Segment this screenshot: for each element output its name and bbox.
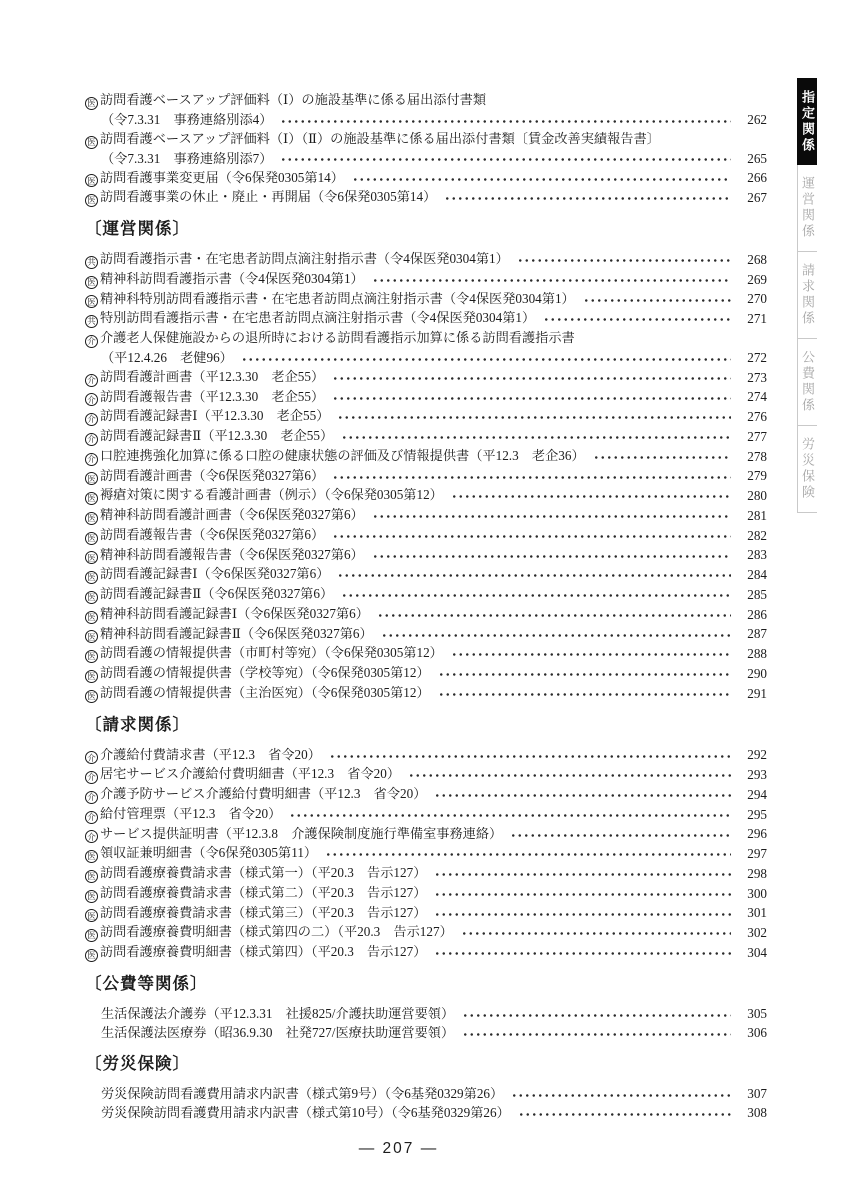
category-marker-icon: 医 [85, 690, 98, 703]
dot-leader [329, 745, 731, 765]
toc-entry-line [85, 387, 767, 407]
entry-title: 医 領収証兼明細書（令6保発0305第11） [85, 843, 317, 863]
toc-entry-line [85, 367, 767, 387]
category-marker-icon: 介 [85, 433, 98, 446]
page-reference: 305 [747, 1005, 767, 1021]
category-marker-icon: 介 [85, 771, 98, 784]
entry-title: 医 訪問看護記録書Ⅰ（令6保医発0327第6） [85, 564, 329, 584]
toc-section [85, 90, 767, 207]
category-marker-icon: 医 [85, 650, 98, 663]
dot-leader [434, 883, 731, 903]
section-header: 〔請求関係〕 [85, 715, 190, 734]
toc-entry-line [85, 843, 767, 863]
entry-title: 介 訪問看護記録書Ⅰ（平12.3.30 老企55） [85, 406, 329, 426]
entry-title: 医 訪問看護ベースアップ評価料（Ⅰ）（Ⅱ）の施設基準に係る届出添付書類〔賃金改善実績報告書〕 [85, 129, 660, 149]
entry-title: 医 精神科訪問看護記録書Ⅱ（令6保医発0327第6） [85, 624, 373, 644]
index-tab-kohi-kankei: 公費関係 [797, 339, 817, 426]
toc-entry-line [85, 804, 767, 824]
dot-leader [341, 426, 731, 446]
page-reference: 286 [747, 606, 767, 622]
category-marker-icon: 医 [85, 870, 98, 883]
category-marker-icon: 介 [85, 830, 98, 843]
entry-title: 医 訪問看護療養費明細書（様式第四）（平20.3 告示127） [85, 942, 426, 962]
category-marker-icon: 介 [85, 393, 98, 406]
entry-title: 介 訪問看護記録書Ⅱ（平12.3.30 老企55） [85, 426, 333, 446]
category-marker-icon: 共 [85, 315, 98, 328]
dot-leader [434, 942, 731, 962]
entry-title: 医 精神科訪問看護計画書（令6保医発0327第6） [85, 505, 364, 525]
toc-entry-line [85, 1004, 767, 1023]
entry-title: 介 給付管理票（平12.3 省令20） [85, 804, 281, 824]
category-marker-icon: 医 [85, 492, 98, 505]
page-reference: 277 [747, 428, 767, 444]
entry-title: 介 介護老人保健施設からの退所時における訪問看護指示加算に係る訪問看護指示書 [85, 328, 575, 348]
entry-title: 生活保護法医療券（昭36.9.30 社発727/医療扶助運営要領） [101, 1024, 455, 1040]
entry-title: 医 訪問看護の情報提供書（学校等宛）（令6保発0305第12） [85, 663, 430, 683]
category-marker-icon: 医 [85, 174, 98, 187]
entry-title: 医 訪問看護報告書（令6保医発0327第6） [85, 525, 324, 545]
category-marker-icon: 医 [85, 194, 98, 207]
entry-title: 医 訪問看護の情報提供書（主治医宛）（令6保発0305第12） [85, 683, 430, 703]
category-marker-icon: 介 [85, 751, 98, 764]
dot-leader [341, 584, 731, 604]
page-reference: 283 [747, 547, 767, 563]
toc-entry-line [85, 348, 767, 367]
category-marker-icon: 介 [85, 413, 98, 426]
dot-leader [337, 564, 731, 584]
dot-leader [518, 1103, 731, 1122]
page-reference: 279 [747, 468, 767, 484]
toc-entry-line [85, 643, 767, 663]
toc-entry-line [85, 624, 767, 644]
toc-entry-line [85, 485, 767, 505]
entry-title: 介 訪問看護報告書（平12.3.30 老企55） [85, 387, 324, 407]
entry-title: （令7.3.31 事務連絡別添4） [101, 111, 273, 127]
category-marker-icon: 医 [85, 472, 98, 485]
page-reference: 267 [747, 190, 767, 205]
dot-leader [434, 863, 731, 883]
page-reference: 273 [747, 369, 767, 385]
dot-leader [289, 804, 731, 824]
toc-entry-line [85, 525, 767, 545]
page-reference: 265 [747, 150, 767, 166]
dot-leader [462, 1023, 731, 1042]
dot-leader [332, 367, 731, 387]
dot-leader [352, 168, 731, 188]
dot-leader [332, 387, 731, 407]
entry-title: 医 精神科特別訪問看護指示書・在宅患者訪問点滴注射指示書（令4保医発0304第1） [85, 289, 575, 309]
toc-entry-line [85, 466, 767, 486]
table-of-contents [85, 90, 767, 1122]
page-reference: 271 [747, 311, 767, 326]
category-marker-icon: 医 [85, 97, 98, 110]
dot-leader [511, 1084, 731, 1103]
toc-entry-line [85, 505, 767, 525]
category-marker-icon: 共 [85, 256, 98, 269]
dot-leader [451, 643, 731, 663]
page-reference: 274 [747, 389, 767, 405]
entry-title: 医 精神科訪問看護指示書（令4保医発0304第1） [85, 269, 364, 289]
dot-leader [372, 505, 731, 525]
section-header: 〔運営関係〕 [85, 220, 190, 238]
entry-title: 労災保険訪問看護費用請求内訳書（様式第10号）（令6基発0329第26） [101, 1104, 510, 1120]
category-marker-icon: 介 [85, 335, 98, 348]
category-marker-icon: 医 [85, 532, 98, 545]
entry-title: 医 精神科訪問看護記録書Ⅰ（令6保医発0327第6） [85, 604, 369, 624]
dot-leader [444, 187, 731, 207]
entry-title: （平12.4.26 老健96） [101, 349, 233, 365]
category-marker-icon: 医 [85, 591, 98, 604]
entry-title: 介 介護給付費請求書（平12.3 省令20） [85, 745, 321, 765]
category-marker-icon: 医 [85, 909, 98, 922]
page-reference: 280 [747, 488, 767, 503]
category-marker-icon: 医 [85, 670, 98, 683]
toc-section [85, 207, 767, 703]
page-reference: 308 [747, 1104, 767, 1120]
toc-entry-line [85, 308, 767, 328]
toc-entry-line [85, 883, 767, 903]
dot-leader [280, 110, 731, 129]
toc-entry-line [85, 683, 767, 703]
entry-title: 共 特別訪問看護指示書・在宅患者訪問点滴注射指示書（令4保医発0304第1） [85, 308, 535, 328]
category-marker-icon: 介 [85, 453, 98, 466]
toc-entry-line [85, 564, 767, 584]
toc-entry-line [85, 824, 767, 844]
page-reference: 298 [747, 865, 767, 881]
category-marker-icon: 医 [85, 611, 98, 624]
page-reference: 287 [747, 626, 767, 642]
toc-entry-line [85, 269, 767, 289]
index-tab-shitei-kankei: 指定関係 [797, 78, 817, 165]
dot-leader [434, 903, 731, 923]
category-marker-icon: 医 [85, 630, 98, 643]
page-reference: 272 [747, 349, 767, 365]
page-reference: 306 [747, 1024, 767, 1040]
category-marker-icon: 医 [85, 890, 98, 903]
dot-leader [462, 1004, 731, 1023]
index-tab-unei-kankei: 運営関係 [797, 165, 817, 252]
dot-leader [332, 466, 731, 486]
entry-title: 医 訪問看護療養費明細書（様式第四の二）（平20.3 告示127） [85, 922, 453, 942]
entry-title: 医 訪問看護療養費請求書（様式第三）（平20.3 告示127） [85, 903, 426, 923]
entry-title: 医 訪問看護ベースアップ評価料（Ⅰ）の施設基準に係る届出添付書類 [85, 90, 486, 110]
toc-entry-line [85, 922, 767, 942]
entry-title: 医 訪問看護療養費請求書（様式第一）（平20.3 告示127） [85, 863, 426, 883]
toc-entry-line [85, 168, 767, 188]
entry-title: 医 訪問看護事業の休止・廃止・再開届（令6保発0305第14） [85, 187, 436, 207]
category-marker-icon: 医 [85, 512, 98, 525]
page-reference: 281 [747, 507, 767, 523]
entry-title: 医 訪問看護療養費請求書（様式第二）（平20.3 告示127） [85, 883, 426, 903]
dot-leader [381, 624, 731, 644]
dot-leader [461, 922, 731, 942]
category-marker-icon: 医 [85, 949, 98, 962]
toc-entry-line [85, 289, 767, 309]
index-tab-rosai-hoken: 労災保険 [797, 426, 817, 513]
entry-title: 介 居宅サービス介護給付費明細書（平12.3 省令20） [85, 764, 400, 784]
entry-title: 医 訪問看護記録書Ⅱ（令6保医発0327第6） [85, 584, 333, 604]
entry-title: （令7.3.31 事務連絡別添7） [101, 150, 273, 166]
page-reference: 262 [747, 111, 767, 127]
category-marker-icon: 医 [85, 276, 98, 289]
dot-leader [377, 604, 731, 624]
entry-title: 生活保護法介護券（平12.3.31 社援825/介護扶助運営要領） [101, 1005, 455, 1021]
dot-leader [451, 485, 731, 505]
category-marker-icon: 医 [85, 295, 98, 308]
page-reference: 292 [747, 747, 767, 763]
category-marker-icon: 介 [85, 374, 98, 387]
dot-leader [241, 348, 731, 367]
category-marker-icon: 医 [85, 929, 98, 942]
page-reference: 268 [747, 251, 767, 267]
entry-title: 医 褥瘡対策に関する看護計画書（例示）（令6保発0305第12） [85, 485, 443, 505]
dot-leader [583, 289, 731, 309]
toc-entry-line [85, 149, 767, 168]
page-reference: 300 [747, 885, 767, 901]
page-reference: 290 [747, 665, 767, 681]
page-reference: 302 [747, 925, 767, 940]
page-reference: 294 [747, 786, 767, 802]
category-marker-icon: 医 [85, 850, 98, 863]
entry-title: 介 口腔連携強化加算に係る口腔の健康状態の評価及び情報提供書（平12.3 老企36） [85, 446, 585, 466]
page-reference: 266 [747, 170, 767, 186]
toc-entry-line [85, 784, 767, 804]
dot-leader [517, 249, 731, 269]
entry-title: 共 訪問看護指示書・在宅患者訪問点滴注射指示書（令4保医発0304第1） [85, 249, 509, 269]
dot-leader [438, 663, 731, 683]
toc-entry-line [85, 110, 767, 129]
page-reference: 293 [747, 767, 767, 782]
toc-entry-line [85, 1023, 767, 1042]
page-number: — 207 — [358, 1140, 439, 1157]
toc-entry-line [85, 406, 767, 426]
toc-entry-line [85, 604, 767, 624]
entry-title: 介 介護予防サービス介護給付費明細書（平12.3 省令20） [85, 784, 426, 804]
dot-leader [332, 525, 731, 545]
dot-leader [434, 784, 731, 804]
index-tab-seikyu-kankei: 請求関係 [797, 252, 817, 339]
page-reference: 304 [747, 944, 767, 960]
page-reference: 301 [747, 905, 767, 921]
index-tab-column [797, 78, 849, 513]
dot-leader [280, 149, 731, 168]
toc-entry-line [85, 90, 767, 110]
toc-entry-line [85, 249, 767, 269]
entry-title: 医 訪問看護事業変更届（令6保発0305第14） [85, 168, 344, 188]
page-reference: 288 [747, 646, 767, 661]
toc-entry-line [85, 129, 767, 149]
page-reference: 291 [747, 685, 767, 701]
category-marker-icon: 医 [85, 551, 98, 564]
dot-leader [593, 446, 731, 466]
toc-entry-line [85, 1103, 767, 1122]
toc-entry-line [85, 426, 767, 446]
page-reference: 278 [747, 448, 767, 464]
toc-entry-line [85, 764, 767, 784]
entry-title: 医 精神科訪問看護報告書（令6保医発0327第6） [85, 545, 364, 565]
page-reference: 297 [747, 846, 767, 861]
toc-section [85, 703, 767, 962]
entry-title: 医 訪問看護の情報提供書（市町村等宛）（令6保発0305第12） [85, 643, 443, 663]
entry-title: 医 訪問看護計画書（令6保医発0327第6） [85, 466, 324, 486]
page-reference: 282 [747, 527, 767, 543]
toc-entry-line [85, 545, 767, 565]
page-reference: 296 [747, 826, 767, 842]
toc-entry-line [85, 328, 767, 348]
category-marker-icon: 医 [85, 136, 98, 149]
toc-section [85, 962, 767, 1042]
toc-entry-line [85, 663, 767, 683]
toc-entry-line [85, 1084, 767, 1103]
toc-entry-line [85, 745, 767, 765]
dot-leader [325, 843, 731, 863]
toc-entry-line [85, 863, 767, 883]
entry-title: 労災保険訪問看護費用請求内訳書（様式第9号）（令6基発0329第26） [101, 1085, 504, 1101]
page-reference: 269 [747, 271, 767, 287]
page-reference: 307 [747, 1085, 767, 1101]
page-reference: 270 [747, 291, 767, 307]
toc-entry-line [85, 187, 767, 207]
category-marker-icon: 医 [85, 571, 98, 584]
page-reference: 295 [747, 806, 767, 822]
page-reference: 276 [747, 409, 767, 424]
toc-entry-line [85, 942, 767, 962]
entry-title: 介 サービス提供証明書（平12.3.8 介護保険制度施行準備室事務連絡） [85, 824, 502, 844]
section-header: 〔労災保険〕 [85, 1054, 190, 1073]
category-marker-icon: 介 [85, 811, 98, 824]
dot-leader [438, 683, 731, 703]
dot-leader [337, 406, 731, 426]
toc-entry-line [85, 903, 767, 923]
category-marker-icon: 介 [85, 791, 98, 804]
toc-entry-line [85, 584, 767, 604]
dot-leader [372, 545, 731, 565]
toc-entry-line [85, 446, 767, 466]
entry-title: 介 訪問看護計画書（平12.3.30 老企55） [85, 367, 324, 387]
page-reference: 285 [747, 586, 767, 602]
dot-leader [408, 764, 731, 784]
section-header: 〔公費等関係〕 [85, 974, 208, 993]
toc-section [85, 1042, 767, 1122]
dot-leader [510, 824, 731, 844]
dot-leader [372, 269, 731, 289]
dot-leader [543, 308, 731, 328]
page-reference: 284 [747, 567, 767, 582]
